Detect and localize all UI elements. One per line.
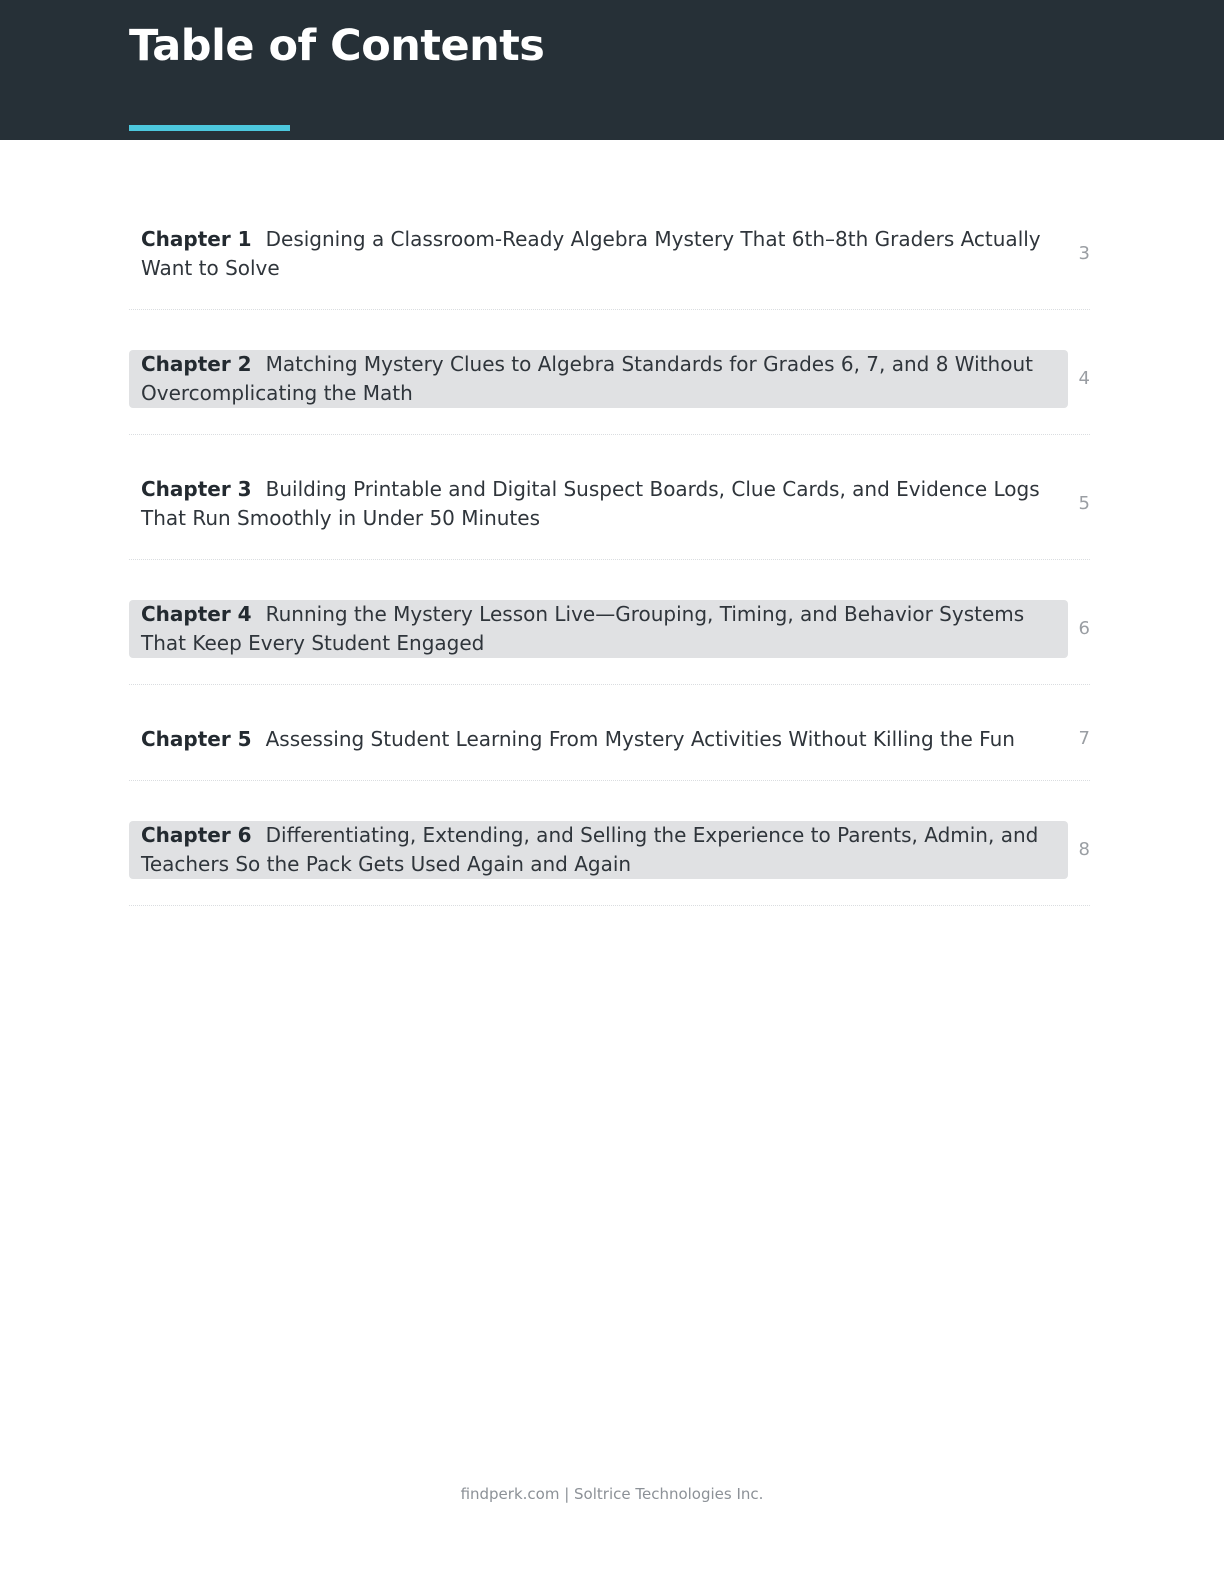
- chapter-label: Chapter 5: [141, 727, 252, 751]
- toc-entry-chapter-1[interactable]: [129, 200, 1090, 310]
- toc-entry-chapter-6[interactable]: [129, 796, 1090, 906]
- toc-entry-text[interactable]: [129, 725, 1068, 754]
- toc-entry-text[interactable]: [129, 225, 1068, 283]
- chapter-label: Chapter 6: [141, 823, 252, 847]
- title-accent-bar: [129, 125, 290, 131]
- chapter-title: Building Printable and Digital Suspect Boards, Clue Cards, and Evidence Logs That Run Smoothly in Under 50 Minutes: [141, 477, 1040, 530]
- chapter-label: Chapter 2: [141, 352, 252, 376]
- page-footer: findperk.com | Soltrice Technologies Inc.: [460, 1485, 764, 1503]
- page-number: 7: [1078, 728, 1090, 749]
- chapter-label: Chapter 3: [141, 477, 252, 501]
- toc-entry-text[interactable]: [129, 600, 1068, 658]
- page-number: 5: [1078, 493, 1090, 514]
- chapter-title: Assessing Student Learning From Mystery Activities Without Killing the Fun: [265, 727, 1015, 751]
- chapter-title: Designing a Classroom-Ready Algebra Mystery That 6th–8th Graders Actually Want to Solve: [141, 227, 1041, 280]
- toc-entry-chapter-2[interactable]: [129, 325, 1090, 435]
- page-number: 4: [1078, 368, 1090, 389]
- chapter-title: Matching Mystery Clues to Algebra Standards for Grades 6, 7, and 8 Without Overcomplicating the Math: [141, 352, 1033, 405]
- page-header: [0, 0, 1224, 140]
- toc-entry-chapter-4[interactable]: [129, 575, 1090, 685]
- toc-entry-chapter-3[interactable]: [129, 450, 1090, 560]
- chapter-label: Chapter 4: [141, 602, 252, 626]
- toc-entry-text[interactable]: [129, 821, 1068, 879]
- toc-entry-text[interactable]: [129, 475, 1068, 533]
- page-number: 3: [1078, 243, 1090, 264]
- page-number: 6: [1078, 618, 1090, 639]
- toc-entry-chapter-5[interactable]: [129, 700, 1090, 781]
- toc-entry-text[interactable]: [129, 350, 1068, 408]
- page-number: 8: [1078, 839, 1090, 860]
- page-title: Table of Contents: [129, 21, 545, 71]
- chapter-title: Running the Mystery Lesson Live—Grouping, Timing, and Behavior Systems That Keep Every Student Engaged: [141, 602, 1025, 655]
- chapter-title: Differentiating, Extending, and Selling the Experience to Parents, Admin, and Teachers So the Pack Gets Used Again and Again: [141, 823, 1039, 876]
- chapter-label: Chapter 1: [141, 227, 252, 251]
